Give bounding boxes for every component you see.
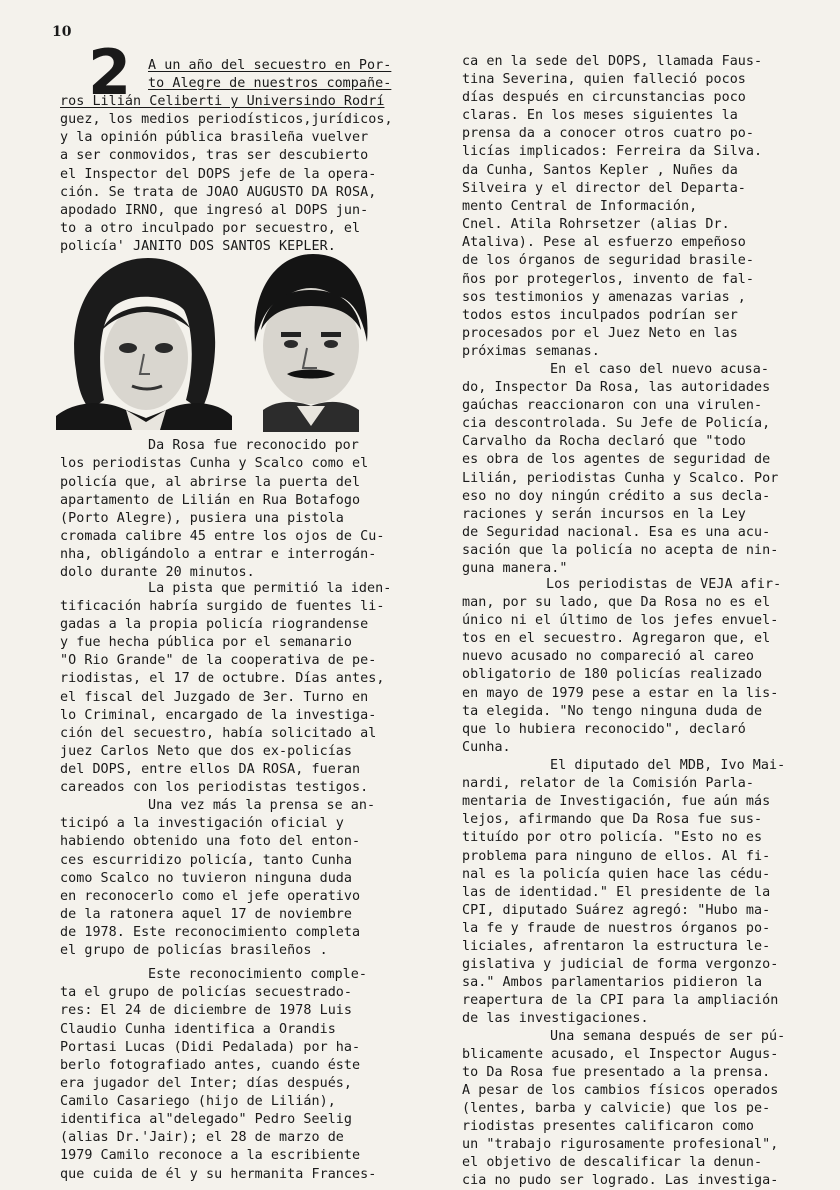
left-text-line: el fiscal del Juzgado de 3er. Turno en: [60, 690, 369, 705]
left-text-line: Portasi Lucas (Didi Pedalada) por ha-: [60, 1040, 361, 1055]
right-text-line: nardi, relator de la Comisión Parla-: [462, 776, 755, 791]
right-text-line: do, Inspector Da Rosa, las autoridades: [462, 380, 771, 395]
right-text-line: sación que la policía no acepta de nin-: [462, 543, 779, 558]
right-text-line: cia no pudo ser logrado. Las investiga-: [462, 1173, 779, 1188]
right-text-line: nuevo acusado no compareció al careo: [462, 649, 755, 664]
right-text-line: prensa da a conocer otros cuatro po-: [462, 126, 755, 141]
left-text-line: en reconocerlo como el jefe operativo: [60, 889, 361, 904]
left-text-line: que cuida de él y su hermanita Frances-: [60, 1167, 377, 1182]
left-text-line: to a otro inculpado por secuestro, el: [60, 221, 361, 236]
left-text-line: a ser conmovidos, tras ser descubierto: [60, 148, 369, 163]
right-text-line: días después en circunstancias poco: [462, 90, 746, 105]
left-text-line: res: El 24 de diciembre de 1978 Luis: [60, 1003, 353, 1018]
left-text-line: ción del secuestro, había solicitado al: [60, 726, 377, 741]
photo-universindo: [247, 250, 375, 432]
right-text-line: único ni el último de los jefes envuel-: [462, 613, 779, 628]
right-text-line: las de identidad." El presidente de la: [462, 885, 771, 900]
right-text-line: todos estos inculpados podrían ser: [462, 308, 738, 323]
right-text-line: da Cunha, Santos Kepler , Nuñes da: [462, 163, 738, 178]
right-text-line: reapertura de la CPI para la ampliación: [462, 993, 779, 1008]
left-text-line: berlo fotografiado antes, cuando éste: [60, 1058, 361, 1073]
right-text-line: (lentes, barba y calvicie) que los pe-: [462, 1101, 771, 1116]
right-text-line: guna manera.": [462, 561, 568, 576]
left-text-line: y fue hecha pública por el semanario: [60, 635, 353, 650]
left-text-line: y la opinión pública brasileña vuelver: [60, 130, 369, 145]
left-text-line: tificación habría surgido de fuentes li-: [60, 599, 385, 614]
right-text-line: procesados por el Juez Neto en las: [462, 326, 738, 341]
right-text-line: Ataliva). Pese al esfuerzo empeñoso: [462, 235, 746, 250]
right-text-line: mento Central de Información,: [462, 199, 698, 214]
left-text-line: guez, los medios periodísticos,jurídicos,: [60, 112, 393, 127]
left-text-line: Camilo Casariego (hijo de Lilián),: [60, 1094, 336, 1109]
left-text-line: Da Rosa fue reconocido por: [148, 438, 359, 453]
right-text-line: cia descontrolada. Su Jefe de Policía,: [462, 416, 771, 431]
right-text-line: Una semana después de ser pú-: [550, 1029, 786, 1044]
right-text-line: es obra de los agentes de seguridad de: [462, 452, 771, 467]
right-text-line: el objetivo de descalificar la denun-: [462, 1155, 763, 1170]
photo-lilian: [56, 250, 232, 430]
right-text-line: riodistas presentes calificaron como: [462, 1119, 755, 1134]
left-text-line: dolo durante 20 minutos.: [60, 565, 255, 580]
right-text-line: sos testimonios y amenazas varias ,: [462, 290, 746, 305]
left-text-line: Este reconocimiento comple-: [148, 967, 368, 982]
left-text-line: como Scalco no tuvieron ninguna duda: [60, 871, 353, 886]
right-text-line: ta elegida. "No tengo ninguna duda de: [462, 704, 763, 719]
right-text-line: un "trabajo rigurosamente profesional",: [462, 1137, 779, 1152]
left-text-line: Claudio Cunha identifica a Orandis: [60, 1022, 336, 1037]
left-text-line: el grupo de policías brasileños .: [60, 943, 328, 958]
left-text-line: to Alegre de nuestros compañe-: [148, 76, 392, 91]
left-text-line: los periodistas Cunha y Scalco como el: [60, 456, 369, 471]
left-text-line: el Inspector del DOPS jefe de la opera-: [60, 167, 377, 182]
right-text-line: Cnel. Atila Rohrsetzer (alias Dr.: [462, 217, 730, 232]
right-text-line: Cunha.: [462, 740, 511, 755]
page-number: 10: [52, 24, 72, 40]
left-text-line: (Porto Alegre), pusiera una pistola: [60, 511, 344, 526]
right-text-line: En el caso del nuevo acusa-: [550, 362, 770, 377]
left-text-line: habiendo obtenido una foto del enton-: [60, 834, 361, 849]
right-text-line: ca en la sede del DOPS, llamada Faus-: [462, 54, 763, 69]
left-text-line: apartamento de Lilián en Rua Botafogo: [60, 493, 361, 508]
left-text-line: ticipó a la investigación oficial y: [60, 816, 344, 831]
right-text-line: raciones y serán incursos en la Ley: [462, 507, 746, 522]
left-text-line: riodistas, el 17 de octubre. Días antes,: [60, 671, 385, 686]
right-text-line: de Seguridad nacional. Esa es una acu-: [462, 525, 771, 540]
left-text-line: (alias Dr.'Jair); el 28 de marzo de: [60, 1130, 344, 1145]
right-text-line: tituído por otro policía. "Esto no es: [462, 830, 763, 845]
right-text-line: to Da Rosa fue presentado a la prensa.: [462, 1065, 771, 1080]
left-text-line: A un año del secuestro en Por-: [148, 58, 392, 73]
section-number-dropcap: 2: [88, 36, 132, 109]
left-text-line: Una vez más la prensa se an-: [148, 798, 376, 813]
right-text-line: man, por su lado, que Da Rosa no es el: [462, 595, 771, 610]
right-text-line: mentaria de Investigación, fue aún más: [462, 794, 771, 809]
man-with-mustache-portrait-image: [247, 250, 375, 432]
right-text-line: que lo hubiera reconocido", declaró: [462, 722, 746, 737]
right-text-line: sa." Ambos parlamentarios pidieron la: [462, 975, 763, 990]
left-text-line: era jugador del Inter; días después,: [60, 1076, 353, 1091]
left-text-line: nha, obligándolo a entrar e interrogán-: [60, 547, 377, 562]
right-text-line: ños por protegerlos, invento de fal-: [462, 272, 755, 287]
right-text-line: Lilián, periodistas Cunha y Scalco. Por: [462, 471, 779, 486]
right-text-line: blicamente acusado, el Inspector Augus-: [462, 1047, 779, 1062]
right-text-line: lejos, afirmando que Da Rosa fue sus-: [462, 812, 763, 827]
left-text-line: policía que, al abrirse la puerta del: [60, 475, 361, 490]
left-text-line: del DOPS, entre ellos DA ROSA, fueran: [60, 762, 361, 777]
left-text-line: lo Criminal, encargado de la investiga-: [60, 708, 377, 723]
right-text-line: próximas semanas.: [462, 344, 600, 359]
right-text-line: tina Severina, quien falleció pocos: [462, 72, 746, 87]
right-text-line: claras. En los meses siguientes la: [462, 108, 738, 123]
left-text-line: 1979 Camilo reconoce a la escribiente: [60, 1148, 361, 1163]
left-text-line: "O Rio Grande" de la cooperativa de pe-: [60, 653, 377, 668]
left-text-line: juez Carlos Neto que dos ex-policías: [60, 744, 353, 759]
left-text-line: identifica al"delegado" Pedro Seelig: [60, 1112, 353, 1127]
right-text-line: gislativa y judicial de forma vergonzo-: [462, 957, 779, 972]
right-text-line: en mayo de 1979 pese a estar en la lis-: [462, 686, 779, 701]
left-text-line: ta el grupo de policías secuestrado-: [60, 985, 353, 1000]
right-text-line: CPI, diputado Suárez agregó: "Hubo ma-: [462, 903, 771, 918]
right-text-line: licías implicados: Ferreira da Silva.: [462, 144, 763, 159]
left-text-line: gadas a la propia policía riograndense: [60, 617, 369, 632]
left-text-line: policía' JANITO DOS SANTOS KEPLER.: [60, 239, 336, 254]
left-text-line: ces escurridizo policía, tanto Cunha: [60, 853, 353, 868]
right-text-line: problema para ninguno de ellos. Al fi-: [462, 849, 771, 864]
right-text-line: nal es la policía quien hace las cédu-: [462, 867, 771, 882]
left-text-line: de la ratonera aquel 17 de noviembre: [60, 907, 353, 922]
left-text-line: cromada calibre 45 entre los ojos de Cu-: [60, 529, 385, 544]
right-text-line: Silveira y el director del Departa-: [462, 181, 746, 196]
right-text-line: A pesar de los cambios físicos operados: [462, 1083, 779, 1098]
left-text-line: ción. Se trata de JOAO AUGUSTO DA ROSA,: [60, 185, 377, 200]
right-text-line: Carvalho da Rocha declaró que "todo: [462, 434, 746, 449]
right-text-line: Los periodistas de VEJA afir-: [546, 577, 782, 592]
right-text-line: la fe y fraude de nuestros órganos po-: [462, 921, 771, 936]
left-text-line: careados con los periodistas testigos.: [60, 780, 369, 795]
right-text-line: gaúchas reaccionaron con una virulen-: [462, 398, 763, 413]
right-text-line: de los órganos de seguridad brasile-: [462, 253, 755, 268]
lilian-portrait-image: [56, 250, 232, 430]
right-text-line: eso no doy ningún crédito a sus decla-: [462, 489, 771, 504]
left-text-line: La pista que permitió la iden-: [148, 581, 392, 596]
right-text-line: El diputado del MDB, Ivo Mai-: [550, 758, 786, 773]
left-text-line: apodado IRNO, que ingresó al DOPS jun-: [60, 203, 369, 218]
right-text-line: tos en el secuestro. Agregaron que, el: [462, 631, 771, 646]
left-text-line: de 1978. Este reconocimiento completa: [60, 925, 361, 940]
left-text-line: ros Lilián Celiberti y Universindo Rodrí: [60, 94, 385, 109]
right-text-line: de las investigaciones.: [462, 1011, 649, 1026]
right-text-line: obligatorio de 180 policías realizado: [462, 667, 763, 682]
right-text-line: liciales, afrentaron la estructura le-: [462, 939, 771, 954]
